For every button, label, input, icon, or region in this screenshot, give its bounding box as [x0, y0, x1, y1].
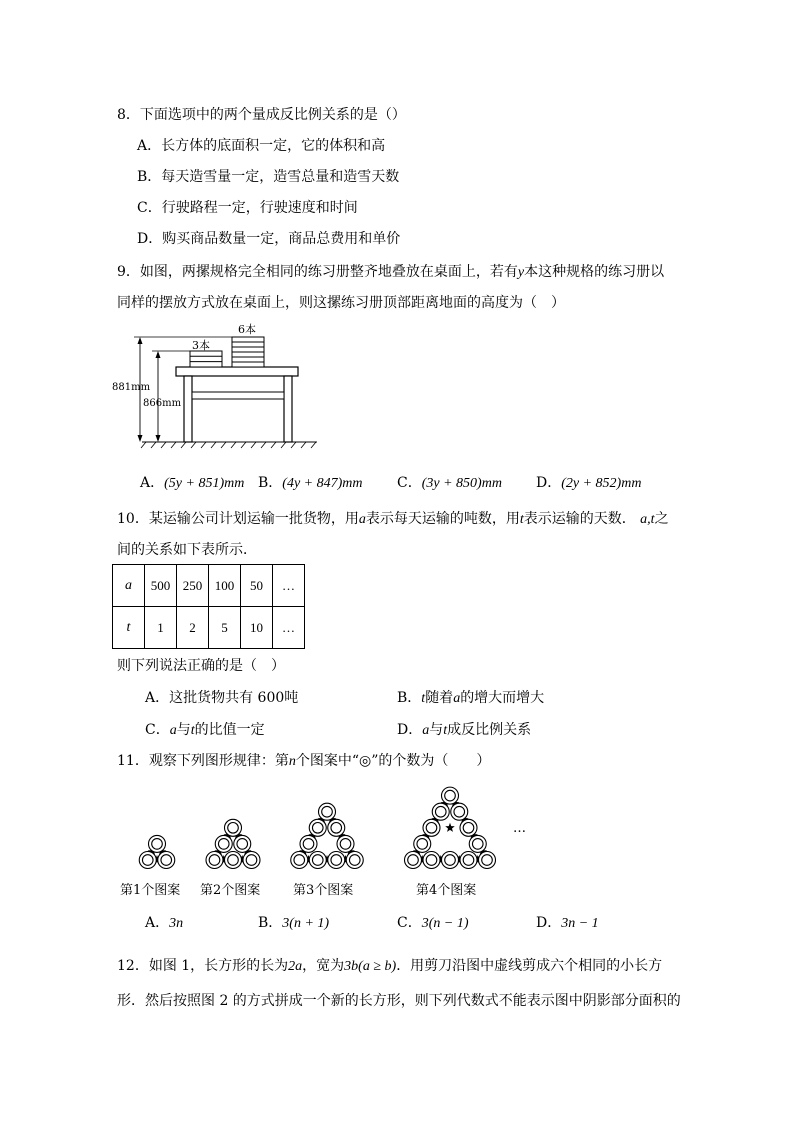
ring-symbol-icon: [405, 852, 422, 869]
pattern-caption-1: 第1个图案: [120, 883, 181, 898]
q11-option-b-expr: 3(n + 1): [282, 916, 330, 931]
pattern-caption-3: 第3个图案: [293, 883, 354, 898]
q11-stem: [117, 750, 490, 770]
book-stack-6: [232, 337, 264, 367]
q10-option-d-letter: D．: [397, 722, 423, 738]
q10-option-d-var-a: a: [422, 723, 430, 738]
q12-expr-width: 3b(a ≥ b): [344, 959, 397, 974]
q10-option-b: [397, 687, 544, 707]
q10-var-t: t: [519, 512, 524, 527]
pattern-caption-2: 第2个图案: [200, 883, 261, 898]
ring-symbol-icon: [234, 835, 251, 852]
pattern-caption-4: 第4个图案: [416, 883, 477, 898]
q10-prompt: 则下列说法正确的是（ ）: [117, 658, 285, 674]
ring-symbol-icon: [309, 819, 326, 836]
q12-stem-line1: [117, 955, 662, 975]
table-cell: 50: [241, 565, 273, 607]
q10-stem-line1: [117, 508, 669, 528]
q10-option-b-letter: B．: [397, 690, 422, 706]
q12-stem-text-3: ．用剪刀沿图中虚线剪成六个相同的小长方: [396, 958, 663, 974]
ring-symbol-icon: [206, 852, 223, 869]
q9-option-d-letter: D．: [536, 475, 562, 491]
ring-symbol-icon: [243, 852, 260, 869]
ring-symbol-icon: [158, 852, 175, 869]
q11-option-c: [397, 912, 469, 932]
q8-option-a: A．长方体的底面积一定，它的体积和高: [137, 138, 386, 154]
ring-symbol-icon: [414, 835, 431, 852]
q11-stem-text-2: 个图案中“◎”的个数为（ ）: [295, 753, 491, 769]
ground-hatch: [141, 442, 316, 448]
q10-option-c: [145, 719, 265, 739]
ring-symbol-icon: [460, 852, 477, 869]
table-leg-left: [184, 376, 192, 442]
ring-symbol-icon: [337, 835, 354, 852]
ring-symbol-icon: [328, 819, 345, 836]
table-cell: 250: [177, 565, 209, 607]
q9-stem-line2: 同样的摆放方式放在桌面上，则这摞练习册顶部距离地面的高度为（ ）: [117, 295, 565, 311]
q11-option-a-letter: A．: [145, 915, 170, 931]
dim-866-arrow-top: [156, 351, 161, 358]
q10-stem-text-4: 之: [654, 511, 669, 527]
table-cell: 10: [241, 607, 273, 649]
table-leg-right: [284, 376, 292, 442]
q8-stem: 8．下面选项中的两个量成反比例关系的是（）: [117, 107, 406, 123]
q10-stem-text-3: 表示运输的天数．: [523, 511, 636, 527]
label-6-books: 6本: [238, 323, 256, 336]
q11-option-c-letter: C．: [397, 915, 422, 931]
q10-option-b-var-t: t: [421, 691, 426, 706]
q9-option-b-expr: (4y + 847)mm: [282, 476, 363, 491]
q10-option-d: [397, 719, 531, 739]
ring-symbol-icon: [451, 803, 468, 820]
q11-option-d: [536, 912, 599, 932]
q9-option-d-expr: (2y + 852)mm: [561, 476, 642, 491]
ring-symbol-icon: [432, 803, 449, 820]
table-cell: 500: [145, 565, 177, 607]
q11-option-b: [258, 912, 329, 932]
ring-symbol-icon: [149, 835, 166, 852]
ring-symbol-icon: [346, 852, 363, 869]
q8-option-c: C．行驶路程一定，行驶速度和时间: [137, 200, 358, 216]
table-cell: 5: [209, 607, 241, 649]
q9-option-a-letter: A．: [140, 475, 165, 491]
q9-var-y: y: [517, 265, 525, 280]
q12-expr-length: 2a: [288, 959, 303, 974]
q10-var-a: a: [358, 512, 366, 527]
q10-option-c-text-2: 的比值一定: [194, 722, 265, 738]
ring-symbol-icon: [460, 819, 477, 836]
q11-var-n: n: [288, 754, 296, 769]
q10-option-c-text-1: 与: [176, 722, 191, 738]
q10-option-b-var-a: a: [453, 691, 461, 706]
q10-option-c-var-a: a: [169, 723, 177, 738]
dim-881-arrow-bottom: [138, 435, 143, 442]
ring-symbol-icon: [139, 852, 156, 869]
ring-symbol-icon: [291, 852, 308, 869]
ring-symbol-icon: [300, 835, 317, 852]
ring-symbol-icon: [479, 852, 496, 869]
q11-option-a: [145, 912, 183, 932]
q9-option-c: [397, 472, 502, 492]
q10-option-a: A．这批货物共有 600吨: [145, 690, 299, 706]
q9-option-d: [536, 472, 641, 492]
table-cell: a: [113, 565, 145, 607]
ring-symbol-icon: [328, 852, 345, 869]
q10-option-b-text-2: 的增大而增大: [460, 690, 545, 706]
ring-symbol-icon: [225, 819, 242, 836]
ring-symbol-icon: [423, 819, 440, 836]
ring-symbol-icon: [442, 787, 459, 804]
q8-option-d: D．购买商品数量一定，商品总费用和单价: [137, 231, 401, 247]
q8-option-b: B．每天造雪量一定，造雪总量和造雪天数: [137, 169, 400, 185]
q11-pattern-figure: [120, 772, 540, 872]
q9-option-c-letter: C．: [397, 475, 422, 491]
table-cell: …: [273, 565, 305, 607]
table-row: [113, 607, 305, 649]
table-crossbar: [192, 392, 284, 399]
q12-stem-line2: 形．然后按照图 2 的方式拼成一个新的长方形，则下列代数式不能表示图中阴影部分面积的: [117, 993, 681, 1009]
q11-option-d-letter: D．: [536, 915, 562, 931]
label-866mm: 866mm: [143, 398, 182, 409]
q9-stem-line1: [117, 261, 664, 281]
q9-option-b-letter: B．: [258, 475, 283, 491]
table-cell: t: [113, 607, 145, 649]
q10-stem-text-2: 表示每天运输的吨数，用: [365, 511, 520, 527]
label-3-books: 3本: [192, 339, 210, 352]
pattern-ellipsis: …: [513, 821, 526, 836]
q9-option-a-expr: (5y + 851)mm: [164, 476, 245, 491]
q10-option-d-var-t: t: [443, 723, 448, 738]
dim-866-arrow-bottom: [156, 435, 161, 442]
q11-stem-text-1: 11．观察下列图形规律：第: [117, 753, 289, 769]
table-cell: 2: [177, 607, 209, 649]
ring-symbol-icon: [442, 852, 459, 869]
q10-option-d-text-1: 与: [429, 722, 444, 738]
q12-stem-text-2: ，宽为: [302, 958, 345, 974]
table-cell: …: [273, 607, 305, 649]
q11-option-c-expr: 3(n − 1): [421, 916, 469, 931]
q12-stem-text-1: 12．如图 1，长方形的长为: [117, 958, 289, 974]
q9-table-figure: [112, 320, 322, 450]
ring-symbol-icon: [215, 835, 232, 852]
table-cell: 1: [145, 607, 177, 649]
table-cell: 100: [209, 565, 241, 607]
book-stack-3: [190, 351, 222, 367]
q10-stem-text-1: 10．某运输公司计划运输一批货物，用: [117, 511, 359, 527]
q11-option-a-expr: 3n: [169, 916, 184, 931]
q11-option-b-letter: B．: [258, 915, 283, 931]
q10-option-b-text-1: 随着: [425, 690, 454, 706]
label-881mm: 881mm: [112, 382, 151, 393]
ring-symbol-icon: [319, 803, 336, 820]
table-row: [113, 565, 305, 607]
q9-option-b: [258, 472, 363, 492]
q10-option-c-letter: C．: [145, 722, 170, 738]
q11-option-d-expr: 3n − 1: [561, 916, 599, 931]
ring-symbol-icon: [225, 852, 242, 869]
dim-881-arrow-top: [138, 337, 143, 344]
q10-option-c-var-t: t: [190, 723, 195, 738]
star-icon: [445, 823, 455, 832]
ring-symbol-icon: [423, 852, 440, 869]
ring-symbol-icon: [309, 852, 326, 869]
q9-option-c-expr: (3y + 850)mm: [421, 476, 502, 491]
q10-var-at: a,t: [640, 512, 655, 527]
q9-stem-text-1: 9．如图，两摞规格完全相同的练习册整齐地叠放在桌面上，若有: [117, 264, 518, 280]
q10-data-table: [112, 564, 305, 649]
q9-option-a: [140, 472, 244, 492]
q9-stem-text-2: 本这种规格的练习册以: [524, 264, 665, 280]
q10-stem-line2: 间的关系如下表所示．: [117, 542, 257, 558]
q10-option-d-text-2: 成反比例关系: [447, 722, 532, 738]
ring-symbol-icon: [469, 835, 486, 852]
table-top: [176, 367, 298, 376]
